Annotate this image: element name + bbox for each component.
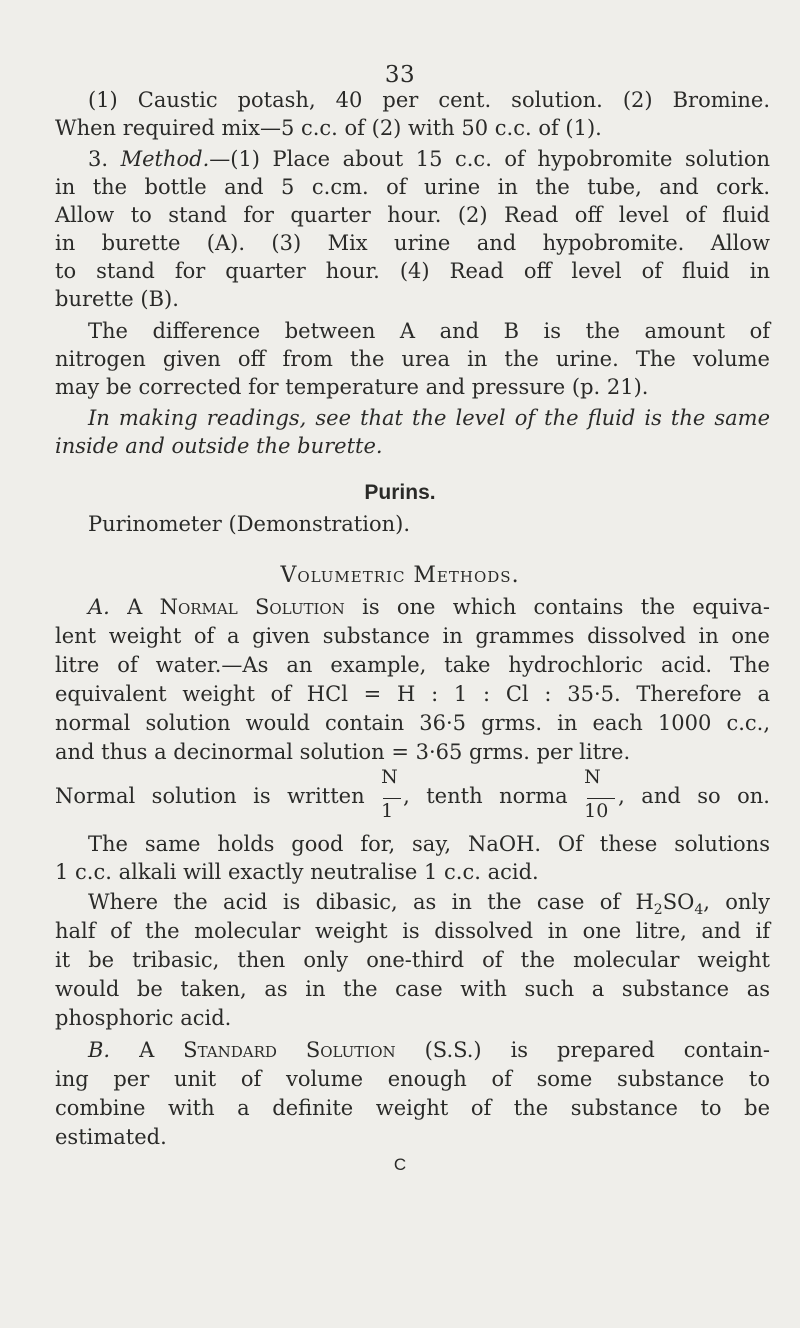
definition-line (88, 593, 770, 621)
definition-text: is one which contains the equiva- (362, 595, 771, 619)
text-segment: , only (703, 890, 770, 914)
text-line: in burette (A). (3) Mix urine and hypobromite. Allow (55, 231, 770, 255)
text-line: When required mix—5 c.c. of (2) with 50 c.c. of (1). (55, 116, 602, 140)
method-text: —(1) Place about 15 c.c. of hypobromite solution (209, 147, 770, 171)
page-number: 33 (384, 62, 416, 88)
text-line: Purinometer (Demonstration). (88, 512, 411, 536)
text-line: The same holds good for, say, NaOH. Of these solutions (88, 832, 770, 856)
text-line: Allow to stand for quarter hour. (2) Read off level of fluid (55, 203, 770, 227)
text-line: The difference between A and B is the amount of (88, 319, 770, 343)
standard-solution-term: A Standard Solution (139, 1038, 396, 1062)
fraction-bar (587, 798, 615, 799)
text-line: and thus a decinormal solution = 3·65 grms. per litre. (55, 740, 631, 764)
text-segment: SO (662, 890, 695, 914)
fraction-n-over-10 (584, 766, 618, 822)
notation-text: Normal solution is written (55, 784, 365, 808)
text-line: 1 c.c. alkali will exactly neutralise 1 c.c. acid. (55, 860, 539, 884)
text-line: in the bottle and 5 c.cm. of urine in the tube, and cork. (55, 175, 770, 199)
definition-line (88, 1036, 770, 1064)
text-line: ing per unit of volume enough of some substance to (55, 1067, 770, 1091)
text-line: estimated. (55, 1125, 167, 1149)
definition-text: (S.S.) is prepared contain- (424, 1038, 770, 1062)
signature-mark: C (393, 1155, 407, 1174)
text-line: combine with a definite weight of the substance to be (55, 1096, 770, 1120)
notation-text: , tenth norma (403, 784, 568, 808)
text-line: may be corrected for temperature and pressure (p. 21). (55, 375, 649, 399)
text-line: to stand for quarter hour. (4) Read off level of fluid in (55, 259, 770, 283)
text-line: (1) Caustic potash, 40 per cent. solution. (2) Bromine. (88, 88, 770, 112)
text-line: would be taken, as in the case with such a substance as (55, 977, 770, 1001)
note-line: inside and outside the burette. (55, 434, 383, 458)
notation-line (55, 766, 770, 822)
fraction-bar (383, 798, 401, 799)
note-line: In making readings, see that the level of the fluid is the same (88, 406, 770, 430)
normal-solution-term: A Normal Solution (127, 595, 345, 619)
section-label-b: B. (88, 1038, 111, 1062)
text-line: normal solution would contain 36·5 grms. in each 1000 c.c., (55, 711, 770, 735)
fraction-denominator: 10 (584, 800, 609, 822)
subscript: 2 (653, 902, 663, 919)
text-line: litre of water.—As an example, take hydrochloric acid. The (55, 653, 770, 677)
text-line: equivalent weight of HCl = H : 1 : Cl : 35·5. Therefore a (55, 682, 770, 706)
method-line (88, 145, 770, 173)
text-line: burette (B). (55, 287, 179, 311)
method-label: Method. (120, 147, 210, 171)
notation-text: , and so on. (618, 784, 770, 808)
text-line: lent weight of a given substance in grammes dissolved in one (55, 624, 770, 648)
fraction-n-over-1 (381, 766, 403, 822)
method-number: 3. (88, 147, 109, 171)
purins-heading: Purins. (364, 481, 436, 504)
volumetric-heading: Volumetric Methods. (280, 563, 520, 588)
text-line: it be tribasic, then only one-third of the molecular weight (55, 948, 770, 972)
text-line: half of the molecular weight is dissolved in one litre, and if (55, 919, 770, 943)
section-label-a: A. (88, 595, 110, 619)
fraction-numerator: N (584, 766, 601, 788)
subscript: 4 (694, 902, 704, 919)
text-line: nitrogen given off from the urea in the urine. The volume (55, 347, 770, 371)
formula-line (88, 888, 770, 919)
text-line: phosphoric acid. (55, 1006, 232, 1030)
text-segment: Where the acid is dibasic, as in the case of H (88, 890, 654, 914)
fraction-denominator: 1 (381, 800, 394, 822)
fraction-numerator: N (381, 766, 398, 788)
